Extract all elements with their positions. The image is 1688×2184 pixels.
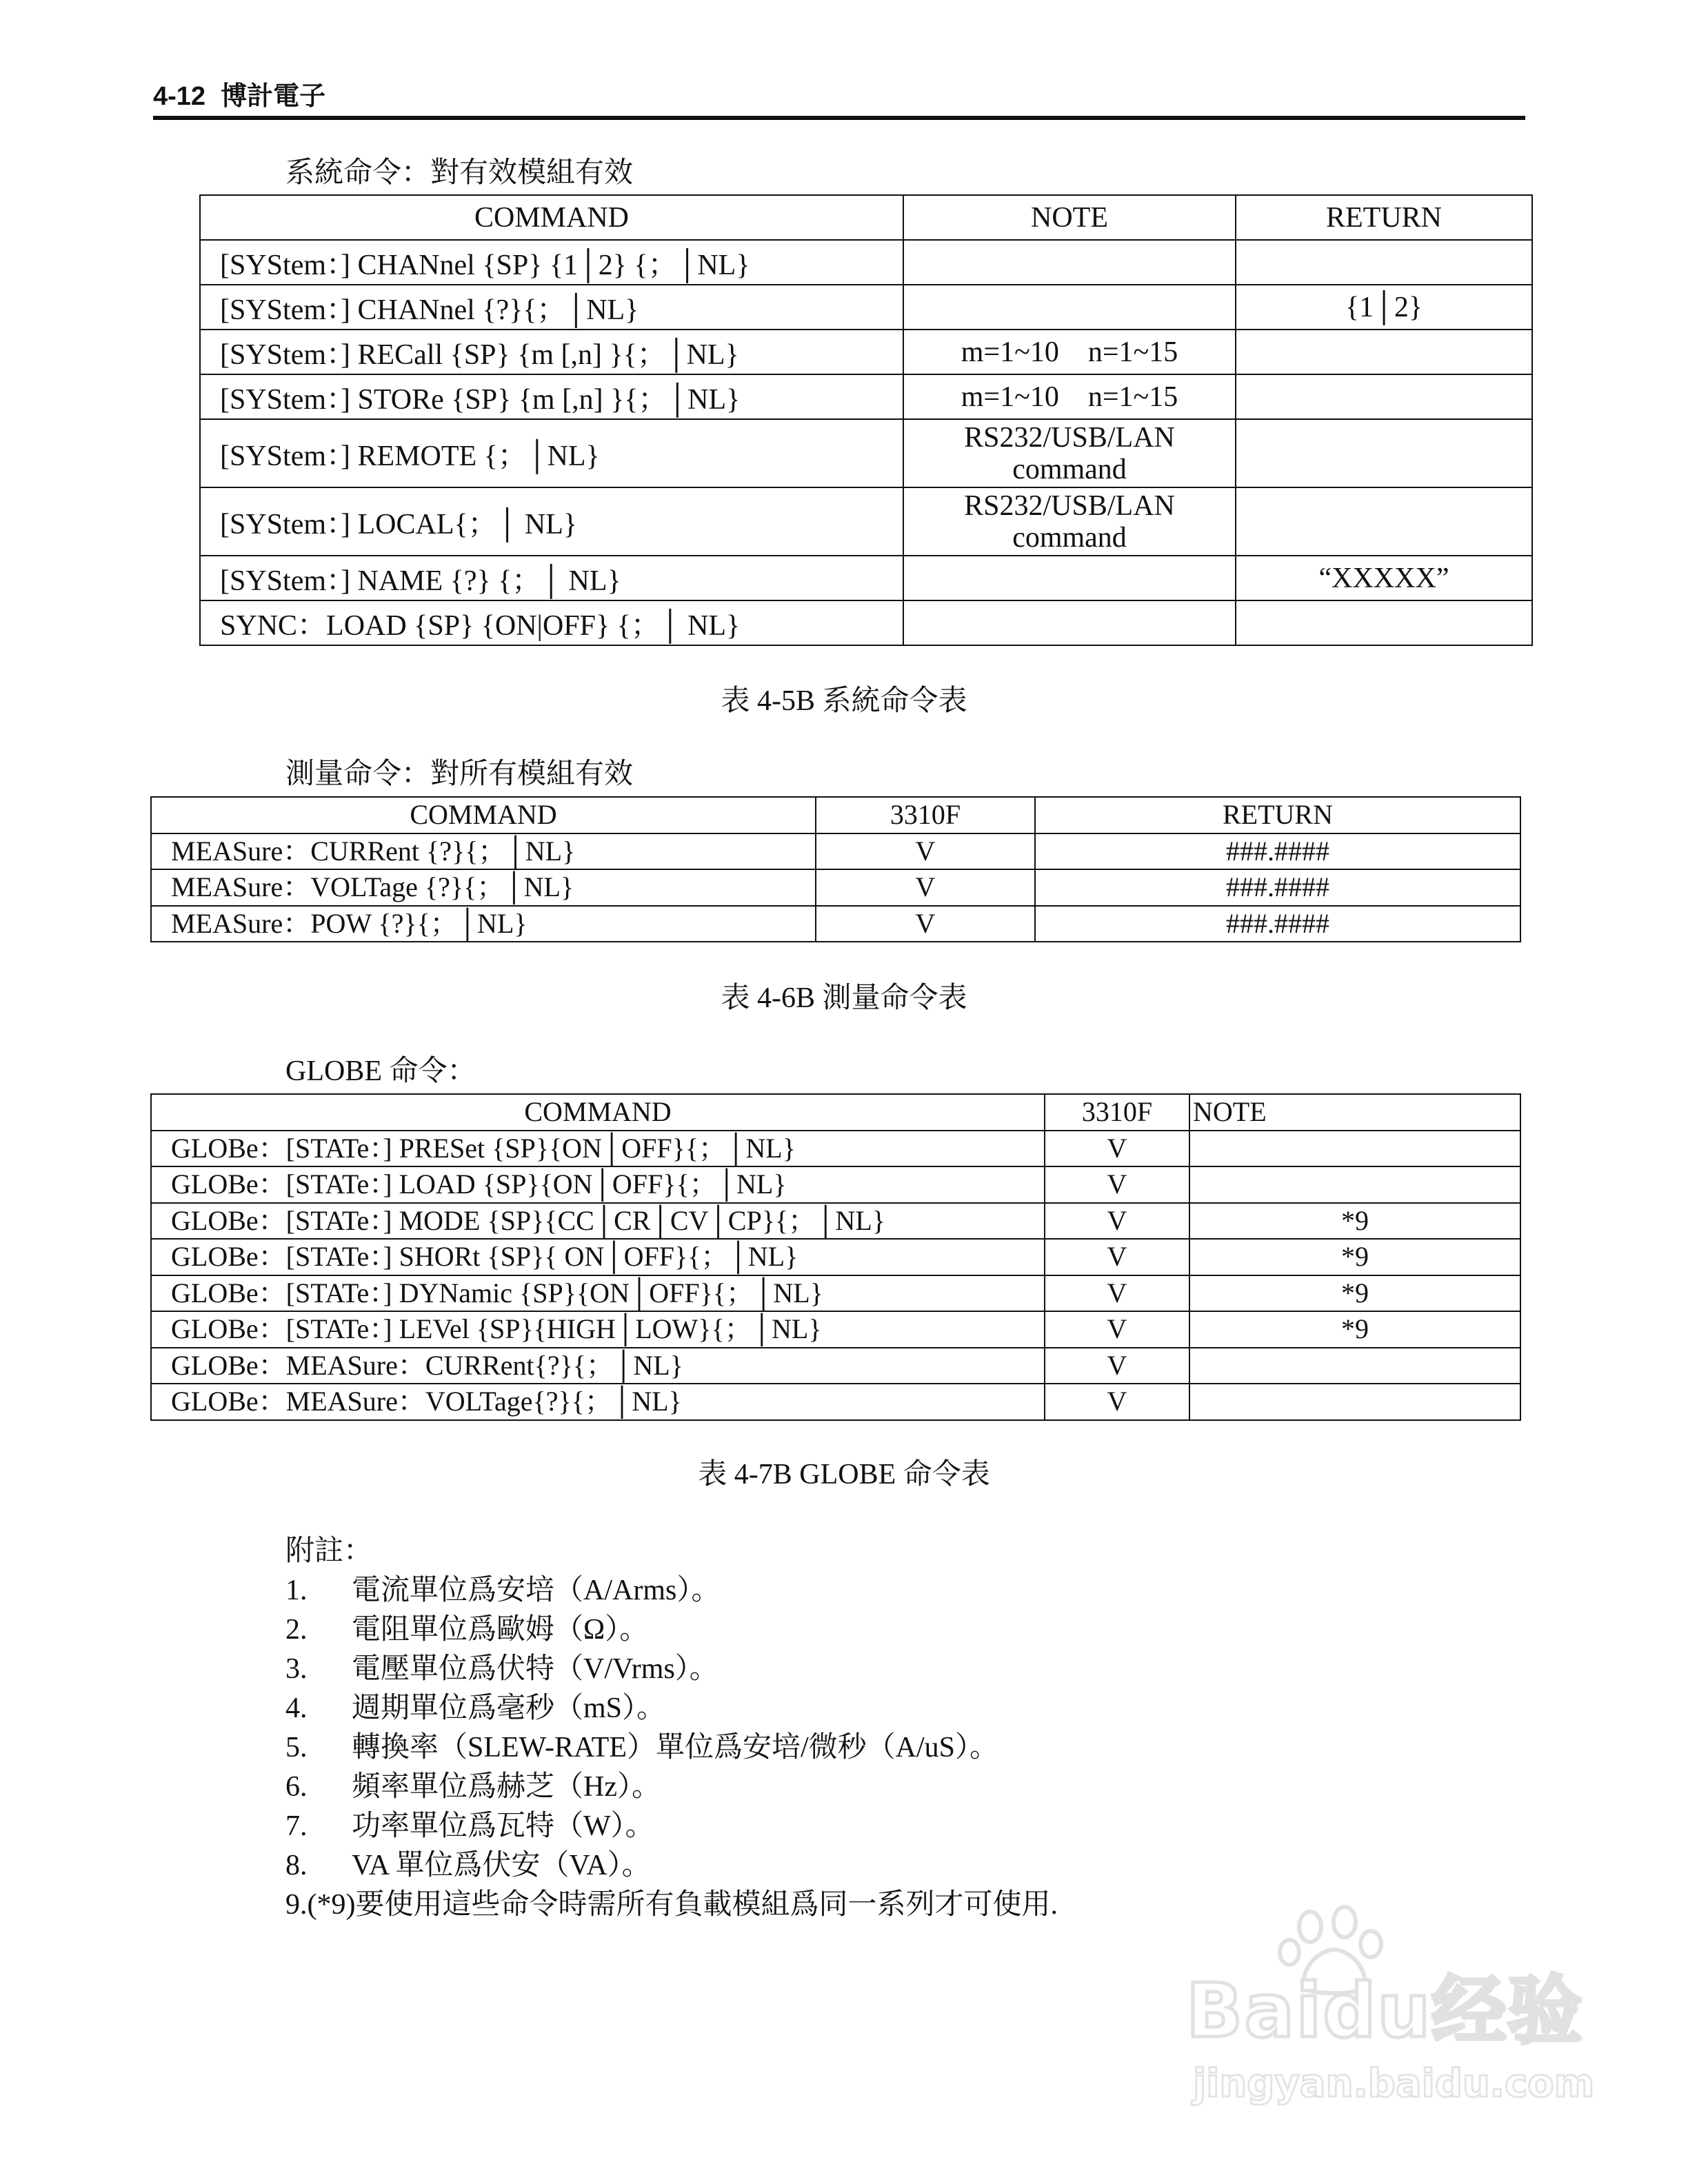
globe-table-caption: 表 4-7B GLOBE 命令表 (698, 1459, 990, 1490)
baidu-watermark (1186, 1903, 1595, 2151)
return-cell (1236, 374, 1532, 419)
note-text: 週期單位爲毫秒（mS）。 (352, 1692, 666, 1724)
note-line: RS232/USB/LAN (964, 421, 1175, 454)
note-text: 頻率單位爲赫芝（Hz）。 (352, 1771, 661, 1803)
table-row (151, 833, 1520, 870)
command-cell: [SYStem：] RECall {SP} {m [,n] }{；│NL} (200, 330, 903, 374)
note-number: 7. (285, 1810, 308, 1842)
watermark-url: jingyan.baidu.com (1193, 2061, 1595, 2106)
note-cell (1189, 1131, 1520, 1167)
note-cell (903, 556, 1236, 600)
command-cell: SYNC：LOAD {SP} {ON|OFF} {；│ NL} (200, 600, 903, 645)
column-header: NOTE (1189, 1094, 1520, 1131)
note-number: 2. (285, 1614, 308, 1646)
command-cell: MEASure：VOLTage {?}{；│NL} (151, 869, 816, 906)
notes-title: 附註： (285, 1535, 373, 1567)
command-cell: GLOBe：[STATe：] DYNamic {SP}{ON│OFF}{；│NL} (151, 1275, 1045, 1312)
command-cell: [SYStem：] CHANnel {?}{；│NL} (200, 285, 903, 330)
table-row (151, 1311, 1520, 1348)
table-row (200, 556, 1532, 600)
command-cell: GLOBe：[STATe：] SHORt {SP}{ ON│OFF}{；│NL} (151, 1239, 1045, 1275)
table-row (151, 1131, 1520, 1167)
model-cell: V (816, 833, 1035, 870)
model-cell: V (1045, 1203, 1189, 1240)
table-row (200, 285, 1532, 330)
column-header: COMMAND (151, 1094, 1045, 1131)
note-cell (903, 487, 1236, 556)
model-cell: V (816, 906, 1035, 942)
command-cell: [SYStem：] LOCAL{；│ NL} (200, 487, 903, 556)
table-row (151, 1348, 1520, 1384)
note-number: 8. (285, 1850, 308, 1881)
model-cell: V (1045, 1348, 1189, 1384)
command-cell: [SYStem：] STORe {SP} {m [,n] }{；│NL} (200, 374, 903, 419)
note-number: 6. (285, 1771, 308, 1803)
command-cell: GLOBe：MEASure：VOLTage{?}{；│NL} (151, 1384, 1045, 1420)
table-row (151, 1203, 1520, 1240)
note-last: 9.(*9)要使用這些命令時需所有負載模組爲同一系列才可使用. (285, 1889, 1058, 1921)
note-text: 轉換率（SLEW-RATE）單位爲安培/微秒（A/uS）。 (352, 1732, 999, 1763)
return-cell: ###.#### (1035, 906, 1520, 942)
company-name: 博計電子 (221, 82, 326, 111)
note-item (285, 1728, 1527, 1768)
table-row (151, 906, 1520, 942)
page-number: 4-12 (153, 82, 206, 111)
note-item (285, 1571, 1527, 1610)
return-cell: “XXXXX” (1236, 556, 1532, 600)
note-text: VA 單位爲伏安（VA）。 (352, 1850, 651, 1881)
table-row (151, 1239, 1520, 1275)
table-row (200, 240, 1532, 285)
table-row (151, 1275, 1520, 1312)
table-row (200, 419, 1532, 487)
note-cell (1189, 1166, 1520, 1203)
command-cell: MEASure：POW {?}{；│NL} (151, 906, 816, 942)
note-cell (903, 600, 1236, 645)
note-cell: *9 (1189, 1275, 1520, 1312)
command-cell: GLOBe：[STATe：] LOAD {SP}{ON│OFF}{；│NL} (151, 1166, 1045, 1203)
note-cell (903, 419, 1236, 487)
table-row (200, 487, 1532, 556)
column-header: RETURN (1035, 797, 1520, 833)
system-section-label: 系統命令：對有效模組有效 (285, 157, 634, 189)
note-text: 功率單位爲瓦特（W）。 (352, 1810, 654, 1842)
table-row (151, 1384, 1520, 1420)
return-cell (1236, 600, 1532, 645)
model-cell: V (1045, 1275, 1189, 1312)
column-header: NOTE (903, 195, 1236, 240)
note-number: 5. (285, 1732, 308, 1763)
command-cell: GLOBe：[STATe：] LEVel {SP}{HIGH│LOW}{；│NL} (151, 1311, 1045, 1348)
table-header-row (200, 195, 1532, 240)
note-text: 電流單位爲安培（A/Arms）。 (352, 1575, 721, 1606)
return-cell: ###.#### (1035, 869, 1520, 906)
model-cell: V (1045, 1239, 1189, 1275)
column-header: 3310F (1045, 1094, 1189, 1131)
return-cell (1236, 487, 1532, 556)
column-header: COMMAND (151, 797, 816, 833)
note-item (285, 1650, 1527, 1689)
column-header: 3310F (816, 797, 1035, 833)
note-number: 3. (285, 1653, 308, 1685)
column-header: COMMAND (200, 195, 903, 240)
note-item (285, 1846, 1527, 1885)
page-header (153, 77, 1525, 120)
note-text: 電壓單位爲伏特（V/Vrms）。 (352, 1653, 719, 1685)
note-item (285, 1610, 1527, 1650)
command-cell: [SYStem：] NAME {?} {；│ NL} (200, 556, 903, 600)
globe-command-table (150, 1093, 1521, 1421)
note-item (285, 1807, 1527, 1846)
globe-section-label: GLOBE 命令： (285, 1055, 476, 1087)
system-table-caption: 表 4-5B 系統命令表 (721, 685, 967, 717)
note-cell (1189, 1384, 1520, 1420)
note-line: command (1012, 521, 1127, 554)
note-cell (903, 240, 1236, 285)
model-cell: V (1045, 1384, 1189, 1420)
model-cell: V (1045, 1131, 1189, 1167)
note-cell (903, 285, 1236, 330)
table-row (200, 374, 1532, 419)
notes-section (285, 1532, 1527, 1925)
command-cell: [SYStem：] REMOTE {；│NL} (200, 419, 903, 487)
note-text: 電阻單位爲歐姆（Ω）。 (352, 1614, 649, 1646)
measure-table-caption: 表 4-6B 測量命令表 (721, 982, 967, 1014)
model-cell: V (1045, 1311, 1189, 1348)
note-cell: m=1~10 n=1~15 (903, 374, 1236, 419)
return-cell: {1│2} (1236, 285, 1532, 330)
note-line: RS232/USB/LAN (964, 489, 1175, 522)
table-header-row (151, 797, 1520, 833)
table-row (200, 600, 1532, 645)
note-cell: m=1~10 n=1~15 (903, 330, 1236, 374)
command-cell: GLOBe：MEASure：CURRent{?}{；│NL} (151, 1348, 1045, 1384)
note-item (285, 1689, 1527, 1728)
column-header: RETURN (1236, 195, 1532, 240)
note-number: 4. (285, 1692, 308, 1724)
model-cell: V (816, 869, 1035, 906)
measure-command-table (150, 796, 1521, 942)
return-cell (1236, 330, 1532, 374)
command-cell: GLOBe：[STATe：] MODE {SP}{CC│CR│CV│CP}{；│NL} (151, 1203, 1045, 1240)
table-row (200, 330, 1532, 374)
model-cell: V (1045, 1166, 1189, 1203)
command-cell: [SYStem：] CHANnel {SP} {1│2} {；│NL} (200, 240, 903, 285)
measure-section-label: 測量命令：對所有模組有效 (285, 758, 634, 790)
system-command-table (199, 194, 1533, 646)
command-cell: GLOBe：[STATe：] PRESet {SP}{ON│OFF}{；│NL} (151, 1131, 1045, 1167)
table-row (151, 1166, 1520, 1203)
note-cell: *9 (1189, 1203, 1520, 1240)
note-cell (1189, 1348, 1520, 1384)
note-line: command (1012, 453, 1127, 485)
return-cell (1236, 419, 1532, 487)
note-number: 1. (285, 1575, 308, 1606)
note-cell: *9 (1189, 1239, 1520, 1275)
return-cell: ###.#### (1035, 833, 1520, 870)
table-row (151, 869, 1520, 906)
return-cell (1236, 240, 1532, 285)
note-cell: *9 (1189, 1311, 1520, 1348)
watermark-brand: Baidu经验 (1186, 1968, 1584, 2054)
table-header-row (151, 1094, 1520, 1131)
note-item (285, 1768, 1527, 1807)
command-cell: MEASure：CURRent {?}{；│NL} (151, 833, 816, 870)
